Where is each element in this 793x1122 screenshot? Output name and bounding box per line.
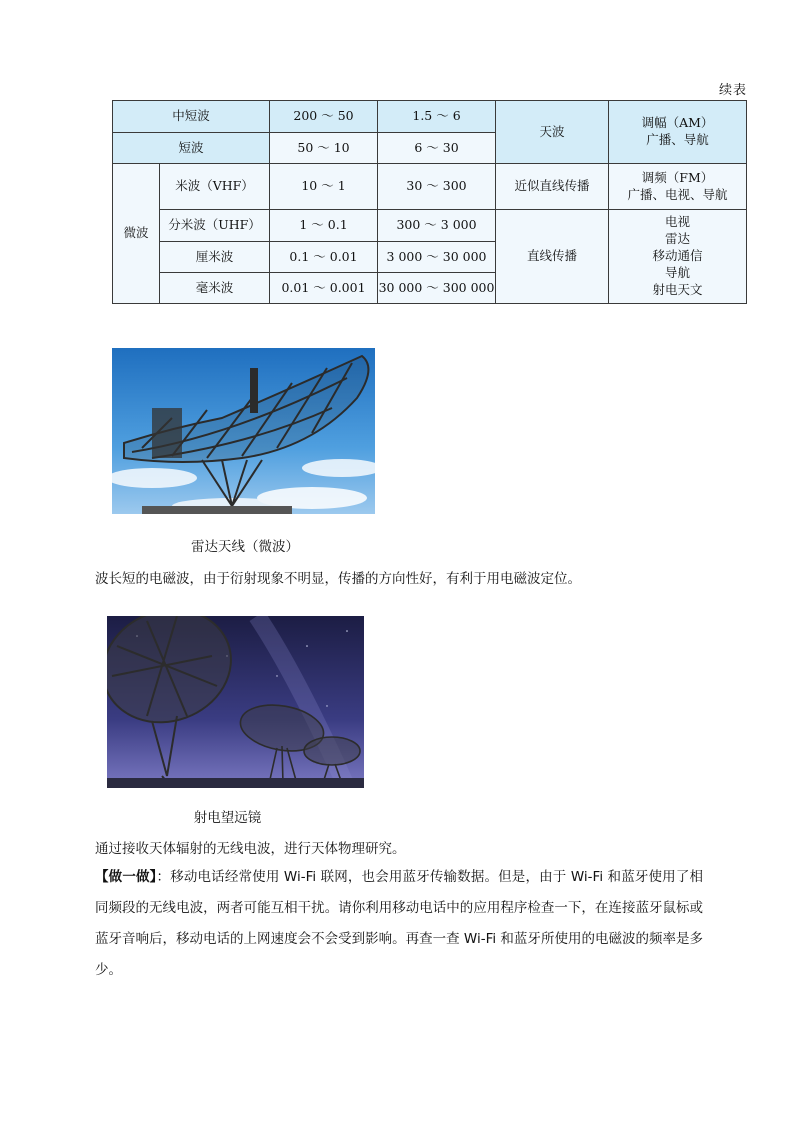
table-row xyxy=(113,101,747,133)
activity-title: 【做一做】 xyxy=(95,869,157,885)
wavelength-cell: 10 ～ 1 xyxy=(270,164,378,210)
band-name-cell: 毫米波 xyxy=(160,273,270,304)
frequency-cell: 30 ～ 300 xyxy=(378,164,496,210)
use-line: 雷达 xyxy=(665,231,691,247)
band-name-cell: 厘米波 xyxy=(160,242,270,273)
propagation-cell: 直线传播 xyxy=(496,210,609,304)
frequency-cell: 300 ～ 3 000 xyxy=(378,210,496,242)
use-line: 调频（FM） xyxy=(641,169,714,185)
paragraph-directional: 波长短的电磁波，由于衍射现象不明显，传播的方向性好，有利于用电磁波定位。 xyxy=(95,571,581,587)
use-line: 移动通信 xyxy=(652,248,703,264)
table-row xyxy=(113,210,747,242)
table-row xyxy=(113,164,747,210)
band-name-cell: 米波（VHF） xyxy=(160,164,270,210)
propagation-cell: 近似直线传播 xyxy=(496,164,609,210)
use-line: 射电天文 xyxy=(652,281,703,297)
continued-table-label: 续表 xyxy=(718,83,747,98)
frequency-cell: 30 000 ～ 300 000 xyxy=(378,273,496,304)
use-line: 导航 xyxy=(665,264,691,280)
band-name-cell: 分米波（UHF） xyxy=(160,210,270,242)
band-name-cell: 中短波 xyxy=(113,101,270,133)
wave-band-table xyxy=(112,100,747,304)
propagation-cell: 天波 xyxy=(496,101,609,164)
use-cell xyxy=(609,101,747,164)
wavelength-cell: 200 ～ 50 xyxy=(270,101,378,133)
wavelength-cell: 0.01 ～ 0.001 xyxy=(270,273,378,304)
frequency-cell: 3 000 ～ 30 000 xyxy=(378,242,496,273)
activity-body: ：移动电话经常使用 Wi-Fi 联网，也会用蓝牙传输数据。但是，由于 Wi-Fi 和蓝牙使用了相同频段的无线电波，两者可能互相干扰。请你利用移动电话中的应用程序检查一下，在连接蓝牙鼠标或蓝牙音响后，移动电话的上网速度会不会受到影响。再查一查 Wi-Fi 和蓝牙所使用的电磁波的频率是多少。 xyxy=(95,869,703,978)
band-name-cell: 短波 xyxy=(113,133,270,164)
figure2-caption: 射电望远镜 xyxy=(193,810,262,826)
wavelength-cell: 0.1 ～ 0.01 xyxy=(270,242,378,273)
use-line: 调幅（AM） xyxy=(641,115,714,131)
activity-paragraph xyxy=(95,862,703,986)
use-line: 电视 xyxy=(665,214,691,230)
use-cell xyxy=(609,164,747,210)
frequency-cell: 6 ～ 30 xyxy=(378,133,496,164)
wavelength-cell: 1 ～ 0.1 xyxy=(270,210,378,242)
wavelength-cell: 50 ～ 10 xyxy=(270,133,378,164)
use-line: 广播、导航 xyxy=(646,132,709,147)
radar-antenna-photo xyxy=(112,348,375,514)
paragraph-astrophysics: 通过接收天体辐射的无线电波，进行天体物理研究。 xyxy=(95,841,406,857)
use-cell xyxy=(609,210,747,304)
use-line: 广播、电视、导航 xyxy=(627,186,728,202)
microwave-group-cell: 微波 xyxy=(113,164,160,304)
frequency-cell: 1.5 ～ 6 xyxy=(378,101,496,133)
figure1-caption: 雷达天线（微波） xyxy=(191,539,299,555)
radio-telescope-photo xyxy=(107,616,364,788)
